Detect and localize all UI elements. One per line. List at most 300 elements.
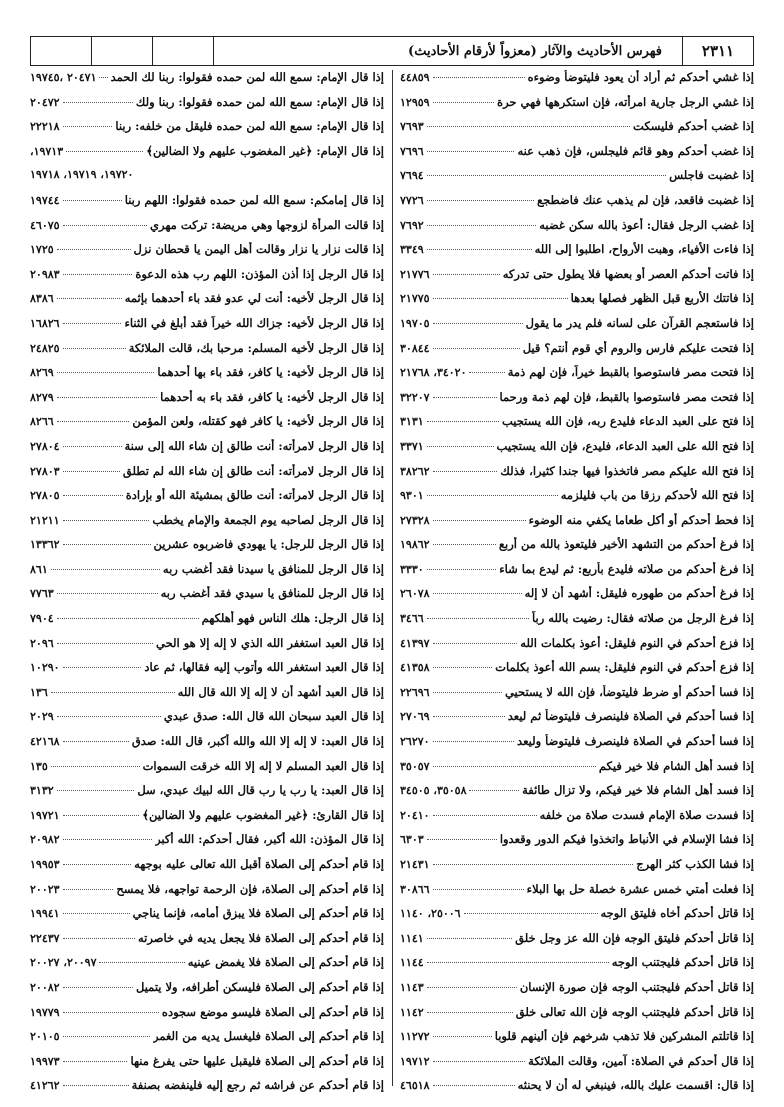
dot-leader [63,544,151,545]
index-entry [400,857,754,882]
entry-reference-number: ٢٦٠٧٨ [400,587,430,601]
entry-text: إذا قال الرجل إذا أذن المؤذن: اللهم رب هذه الدعوة [135,266,384,281]
entry-reference-number: ٧٦٩٣ [400,120,424,134]
dot-leader [427,446,494,447]
dot-leader [433,889,524,890]
entry-reference-number: ١٩٧٢٠، ١٩٧١٩، ١٩٧١٨ [30,168,134,182]
entry-text: إذا قام أحدكم إلى الصلاة فلا يجعل يديه في خاصرته [138,930,384,945]
index-entry [30,414,384,439]
entry-reference-number: ٨٣٨٦ [30,292,54,306]
entry-reference-number: ٣٤٦٦ [400,612,424,626]
entry-text: إذا قال الرجل للمنافق يا سيدي فقد أغضب ربه [160,586,384,601]
entry-text: إذا قام أحدكم إلى الصلاة فليغسل يديه من الغمر [152,1029,384,1044]
index-entry [400,734,754,759]
index-entry [400,636,754,661]
entry-reference-number: ٨٦١ [30,562,48,576]
index-entry [400,537,754,562]
entry-reference-number: ١١٤١ [400,931,424,945]
index-entry [30,488,384,513]
entry-text: إذا فاتتك الأربع قبل الظهر فصلها بعدها [570,291,754,306]
dot-leader [63,225,147,226]
index-entry [400,1029,754,1054]
entry-text: إذا قام أحدكم إلى الصلاة فليقبل عليها حتى يفرغ منها [130,1053,384,1068]
index-entry [30,685,384,710]
entry-reference-number: ٧٦٩٤ [400,169,424,183]
entry-reference-number: ٣٣٤٩ [400,243,424,257]
dot-leader [63,126,113,127]
dot-leader [57,249,131,250]
dot-leader [63,1061,128,1062]
entry-text: إذا فعلت أمتي خمس عشرة خصلة حل بها البلاء [526,881,754,896]
index-entry [30,562,384,587]
dot-leader [433,1061,526,1062]
page-header [30,36,754,66]
dot-leader [63,446,122,447]
entry-reference-number: ٤٤٨٥٩ [400,71,430,84]
index-entry [30,832,384,857]
entry-reference-number: ٨٢٦٩ [30,366,54,380]
entry-reference-number: ٤٦٥١٨ [400,1079,430,1093]
entry-text: إذا فزع أحدكم في النوم فليقل: أعوذ بكلمات الله [520,635,754,650]
index-entry [400,562,754,587]
dot-leader [427,126,630,127]
dot-leader [57,790,135,791]
index-entry [400,931,754,956]
entry-text: إذا فرغ الرجل من صلاته فقال: رضيت بالله رباً [532,611,754,626]
entry-text: إذا قاتلتم المشركين فلا تذهب شرخهم فإن ألينهم قلوبا [494,1029,754,1044]
entry-reference-number: ٣٤٠٢٠، ٢١٧٦٨ [400,366,467,380]
header-cell [31,37,91,65]
dot-leader [63,348,126,349]
dot-leader [433,348,520,349]
entry-reference-number: ٢٧٨٠٤ [30,439,60,453]
entry-text: إذا قال العبد أشهد أن لا إله إلا الله قال الله [177,684,384,699]
entry-reference-number: ٦٣٠٣ [400,833,424,847]
dot-leader [427,151,515,152]
index-entry [30,1078,384,1103]
entry-reference-number: ٢٧٠٦٩ [400,710,430,724]
index-entry [30,955,384,980]
entry-reference-number: ٣٠٨٦٦ [400,882,430,896]
index-columns [30,70,754,1093]
entry-text: إذا قال الرجل للمنافق يا سيدنا فقد أغضب ربه [162,561,384,576]
entry-reference-number: ٢٠٠٨٢ [30,980,60,994]
entry-reference-number: ٣٥٠٥٧ [400,759,430,773]
entry-text: إذا قال: اقسمت عليك بالله، فينبغي له أن لا يحنثه [517,1078,754,1093]
entry-text: إذا فرغ أحدكم من التشهد الأخير فليتعوذ بالله من أربع [498,537,754,552]
dot-leader [469,372,504,373]
entry-text: إذا قام أحدكم إلى الصلاة فليسو موضع سجوده [161,1004,384,1019]
dot-leader [57,421,130,422]
entry-text: إذا فسدت صلاة الإمام فسدت صلاة من خلفه [539,807,754,822]
entry-reference-number: ١٩٧٤٤ [30,193,60,207]
dot-leader [464,913,598,914]
index-entry [400,414,754,439]
dot-leader [427,495,558,496]
dot-leader [427,175,667,176]
entry-reference-number: ١٠٢٩٠ [30,661,60,675]
index-entry [400,759,754,784]
dot-leader [63,938,135,939]
entry-text: إذا قال المؤذن: الله أكبر، فقال أحدكم: الله أكبر [155,832,384,847]
index-entry [400,488,754,513]
entry-text: إذا قال الإمام: سمع الله لمن حمده فقولوا: ربنا ولك [135,94,384,109]
dot-leader [427,249,532,250]
entry-text: إذا غضب أحدكم فليسكت [633,119,754,134]
index-entry [30,316,384,341]
entry-text: إذا فسا أحدكم في الصلاة فلينصرف فليتوضأ ثم ليعد [507,709,754,724]
dot-leader [433,471,498,472]
entry-text: إذا فشا الكذب كثر الهرج [636,857,754,871]
index-entry [400,390,754,415]
index-entry [30,537,384,562]
dot-leader [433,1036,492,1037]
index-entry [30,611,384,636]
entry-text: إذا قال الرجل لأخيه: أنت لي عدو فقد باء أحدهما بإثمه [124,291,384,306]
entry-text: إذا فتحت مصر فاستوصوا بالقبط، فإن لهم ذمة ورحما [499,389,754,404]
index-entry [400,980,754,1005]
dot-leader [427,987,517,988]
entry-text: إذا فتح الله عليكم مصر فاتخذوا فيها جندا كثيرا، فذلك [500,463,754,478]
entry-text: إذا فسد أهل الشام فلا خير فيكم [598,758,754,773]
dot-leader [63,1085,129,1086]
dot-leader [63,889,114,890]
entry-reference-number: ٨٢٦٦ [30,415,54,429]
entry-reference-number: ١٩٧٧٩ [30,1005,60,1019]
entry-reference-number: ٩٣٠١ [400,489,424,503]
entry-text: إذا قال الرجل لأخيه: يا كافر، فقد باء بها أحدهما [157,365,384,380]
index-entry [400,464,754,489]
entry-text: إذا غضب أحدكم وهو قائم فليجلس، فإن ذهب عنه [517,143,754,158]
entry-text: إذا غشي الرجل جارية امرأته، فإن استكرهها فهي حرة [497,94,754,109]
entry-text: إذا غضب الرجل فقال: أعوذ بالله سكن غضبه [539,217,754,232]
entry-reference-number: ٢٧٣٢٨ [400,513,430,527]
entry-text: إذا قام أحدكم إلى الصلاة فلا يغمض عينيه [187,955,384,970]
entry-reference-number: ٣٢٢٠٧ [400,390,430,404]
entry-text: إذا قال إمامكم: سمع الله لمن حمده فقولوا: اللهم ربنا [124,192,384,207]
entry-text: إذا قال الرجل لأخيه: يا كافر، فقد باء به أحدهما [160,389,384,404]
entry-text: إذا قام أحدكم إلى الصلاة أقبل الله تعالى عليه بوجهه [134,857,384,871]
dot-leader [63,1012,159,1013]
entry-text: إذا قال أحدكم في الصلاة: آمين، وقالت الملائكة [528,1053,754,1068]
header-cell [91,37,152,65]
dot-leader [57,298,122,299]
dot-leader [63,274,133,275]
entry-reference-number: ٤١٣٥٨ [400,661,430,675]
index-entry [30,709,384,734]
entry-reference-number: ٧٩٠٤ [30,612,54,626]
entry-reference-number: ١١٤٤ [400,956,424,970]
entry-text: إذا قال الرجل لأخيه المسلم: مرحبا بك، قالت الملائكة [128,340,384,355]
index-entry [400,168,754,193]
index-entry [400,1054,754,1079]
index-entry [30,218,384,243]
index-entry [30,906,384,931]
entry-reference-number: ١٣٣٦٢ [30,538,60,552]
entry-reference-number: ٢٠٠٢٣ [30,882,60,896]
index-entry [400,242,754,267]
entry-reference-number: ٣٣٧١ [400,439,424,453]
entry-reference-number: ٧٧٦٣ [30,587,54,601]
entry-reference-number: ٧٧٢٦ [400,193,424,207]
index-entry [400,193,754,218]
dot-leader [57,643,153,644]
entry-text: إذا قال العبد سبحان الله قال الله: صدق عبدي [163,709,384,724]
entry-reference-number: ٨٢٧٩ [30,390,54,404]
entry-text: إذا قاتل أحدكم أخاه فليتق الوجه [600,906,754,921]
entry-text: إذا قاتل أحدكم فليتق الوجه فإن الله عز وجل خلق [515,930,754,945]
dot-leader [427,618,529,619]
dot-leader [63,913,130,914]
entry-text: إذا فتحت عليكم فارس والروم أي قوم أنتم؟ قيل [522,340,754,355]
entry-reference-number: ٢٠٩٦ [30,636,54,650]
dot-leader [433,397,497,398]
index-entry [30,808,384,833]
entry-text: إذا قال العبد: يا رب يا رب قال الله لبيك عبدي، سل [137,783,384,798]
entry-reference-number: ٢٠٤٧١ ،١٩٧٤٥ [30,71,97,84]
entry-text: إذا فاتت أحدكم العصر أو بعضها فلا يطول حتى تدركه [502,266,754,281]
dot-leader [433,716,505,717]
entry-text: إذا قاتل أحدكم فليجتنب الوجه [611,955,754,970]
index-entry [400,95,754,120]
entry-reference-number: ٢٤٨٢٥ [30,341,60,355]
dot-leader [433,1085,515,1086]
entry-text: إذا فحط أحدكم أو أكل طعاما يكفي منه الوضوء [528,512,754,527]
dot-leader [427,938,512,939]
entry-text: إذا قال الإمام: سمع الله لمن حمده فليقل من خلفه: ربنا [115,119,384,134]
index-entry [400,218,754,243]
entry-reference-number: ١٩٩٥٣ [30,858,60,871]
index-entry [400,70,754,95]
index-entry [400,365,754,390]
entry-text: إذا فتح الله على العبد الدعاء، فليدع، فإن الله يستجيب [496,438,754,453]
index-entry [400,611,754,636]
index-entry [400,955,754,980]
dot-leader [63,520,150,521]
index-entry [30,390,384,415]
header-cell [152,37,213,65]
entry-reference-number: ١٩٩٧٣ [30,1054,60,1068]
index-entry [400,709,754,734]
index-entry [30,980,384,1005]
dot-leader [433,544,496,545]
entry-text: إذا فاستعجم القرآن على لسانه فلم يدر ما يقول [525,315,754,330]
entry-reference-number: ٢٢٢١٨ [30,120,60,134]
index-entry [400,119,754,144]
dot-leader [427,962,609,963]
index-entry [30,857,384,882]
index-entry [30,267,384,292]
entry-text: إذا قال الإمام: سمع الله لمن حمده فقولوا: ربنا لك الحمد [110,70,384,84]
entry-reference-number: ١٦٨٢٦ [30,316,60,330]
entry-text: إذا غضبت فاقعد، فإن لم يذهب عنك فاضطجع [536,192,754,207]
dot-leader [63,839,153,840]
entry-text: إذا قام أحدكم إلى الصلاة، فإن الرحمة تواجهه، فلا يمسح [116,881,384,896]
dot-leader [63,815,140,816]
entry-reference-number: ٢٠٠٩٧، ٢٠٠٢٧ [30,956,97,970]
dot-leader [427,225,537,226]
entry-reference-number: ١١٤٢ [400,1005,424,1019]
entry-text: إذا فتحت مصر فاستوصوا بالقبط خيراً، فإن لهم ذمة [507,365,754,380]
dot-leader [63,987,133,988]
entry-reference-number: ٤١٣٩٧ [400,636,430,650]
entry-reference-number: ٢٠٤٧٢ [30,95,60,109]
entry-reference-number: ١٣٥ [30,759,48,773]
index-entry [400,586,754,611]
index-entry [400,316,754,341]
entry-reference-number: ٢٢٦٩٦ [400,685,430,699]
index-entry [400,832,754,857]
entry-text: إذا فتح الله لأحدكم رزقا من باب فليلزمه [560,488,754,503]
entry-text: إذا قام أحدكم إلى الصلاة فلا يبزق أمامه، فإنما يناجي [132,906,384,921]
dot-leader [433,77,525,78]
dot-leader [433,667,493,668]
dot-leader [63,741,129,742]
entry-text: إذا فتح على العبد الدعاء فليدع ربه، فإن الله يستجيب [502,414,754,429]
entry-text: إذا قال الرجل لصاحبه يوم الجمعة والإمام يخطب [152,512,384,527]
entry-reference-number: ١١٢٧٢ [400,1030,430,1044]
index-entry [30,882,384,907]
dot-leader [63,323,122,324]
page-number: ٢٣١١ [682,37,753,65]
entry-text: إذا قال الإمام: ﴿غير المغضوب عليهم ولا الضالين﴾ [146,143,384,158]
entry-text: إذا قالت المرأة لزوجها وهي مريضة: تركت مهري [150,217,384,232]
dot-leader [66,151,143,152]
dot-leader [433,741,514,742]
entry-reference-number: ٢٠٩٨٣ [30,267,60,281]
entry-reference-number: ٢٦٢٧٠ [400,735,430,749]
dot-leader [51,692,175,693]
index-entry [30,513,384,538]
index-entry [400,1005,754,1030]
index-entry [30,193,384,218]
dot-leader [433,692,502,693]
dot-leader [427,1012,513,1013]
entry-reference-number: ٤١٢٦٢ [30,1079,60,1093]
dot-leader [51,569,160,570]
dot-leader [433,520,526,521]
index-entry [30,341,384,366]
entry-reference-number: ٢١٤٣١ [400,858,430,871]
dot-leader [427,421,499,422]
dot-leader [57,618,199,619]
index-entry [400,808,754,833]
entry-text: إذا فاءت الأفياء، وهبت الأرواح، اطلبوا إلى الله [534,242,754,257]
entry-reference-number: ٢٥٠٠٦، ١١٤٠ [400,907,461,921]
index-entry [30,464,384,489]
entry-reference-number: ١٣٦ [30,685,48,699]
entry-text: إذا قام أحدكم عن فراشه ثم رجع إليه فلينفضه بصنفة [131,1078,384,1093]
entry-reference-number: ١٢٩٥٩ [400,95,430,109]
index-entry [30,1005,384,1030]
entry-text: إذا غضبت فاجلس [669,168,754,183]
index-page [30,36,754,1093]
dot-leader [63,667,142,668]
dot-leader [433,323,523,324]
entry-text: إذا قال العبد: لا إله إلا الله والله أكبر، قال الله: صدق [131,734,384,749]
entry-reference-number: ٤٢١٦٨ [30,735,60,749]
entry-text: إذا قال الرجل لامرأته: أنت طالق إن شاء الله لم تطلق [122,463,384,478]
entry-reference-number: ٢٧٨٠٥ [30,489,60,503]
dot-leader [433,864,634,865]
entry-reference-number: ١٩٧٢١ [30,808,60,822]
dot-leader [51,766,140,767]
entry-reference-number: ٢٠٤١٠ [400,808,430,822]
dot-leader [63,200,122,201]
index-entry [400,685,754,710]
index-entry [400,783,754,808]
entry-text: إذا فسا أحدكم في الصلاة فلينصرف فليتوضأ وليعد [517,734,754,749]
entry-text: إذا قال الرجل: هلك الناس فهو أهلكهم [201,611,384,626]
index-entry [30,242,384,267]
index-entry [30,168,384,193]
index-entry [30,439,384,464]
dot-leader [433,274,500,275]
entry-reference-number: ٣٥٠٥٨، ٣٤٥٠٥ [400,784,467,798]
dot-leader [63,864,132,865]
index-entry [400,144,754,169]
index-entry [400,660,754,685]
dot-leader [433,298,568,299]
entry-reference-number: ٣٣٣٠ [400,562,424,576]
entry-text: إذا قاتل أحدكم فليجتنب الوجه فإن صورة الإنسان [519,979,754,994]
entry-text: إذا فزع أحدكم في النوم فليقل: بسم الله أعوذ بكلمات [495,660,754,675]
index-entry [400,439,754,464]
index-entry [400,291,754,316]
entry-reference-number: ١٧٢٥ [30,243,54,257]
entry-reference-number: ١٩٨٦٢ [400,538,430,552]
entry-reference-number: ١١٤٣ [400,980,424,994]
dot-leader [427,200,534,201]
entry-text: إذا قال العبد استغفر الله وأتوب إليه فقالها، ثم عاد [144,660,384,675]
entry-reference-number: ١٩٧٠٥ [400,316,430,330]
entry-text: إذا قال الرجل لامرأته: أنت طالق بمشيئة الله أو بإرادة [125,488,384,503]
dot-leader [57,372,155,373]
index-entry [30,119,384,144]
entry-text: إذا قال العبد المسلم لا إله إلا الله خرقت السموات [142,758,384,773]
entry-reference-number: ٣١٣٢ [30,784,54,798]
entry-text: إذا قال القارئ: ﴿غير المغضوب عليهم ولا الضالين﴾ [142,807,384,822]
entry-reference-number: ،١٩٧١٣ [30,144,64,158]
index-entry [30,636,384,661]
dot-leader [433,102,495,103]
index-entry [400,513,754,538]
entry-reference-number: ٢١٢١١ [30,513,60,527]
entry-text: إذا غشي أحدكم ثم أراد أن يعود فليتوضأ وضوءه [527,70,754,84]
dot-leader [57,397,157,398]
entry-reference-number: ٢٠٢٩ [30,710,54,724]
index-entry [30,660,384,685]
dot-leader [63,495,123,496]
dot-leader [99,77,107,78]
entry-reference-number: ١٩٧١٢ [400,1054,430,1068]
entry-text: إذا قال الرجل لأخيه: يا كافر فهو كقتله، ولعن المؤمن [132,414,384,429]
entry-text: إذا قاتل أحدكم فليجتنب الوجه فإن الله تعالى خلق [515,1004,754,1019]
dot-leader [433,593,522,594]
index-entry [30,95,384,120]
page-title: فهرس الأحاديث والآثار (معزواً لأرقام الأحاديث) [213,37,682,65]
index-entry [30,1054,384,1079]
entry-text: إذا قال الرجل لامرأته: أنت طالق إن شاء الله إلى سنة [124,438,384,453]
entry-reference-number: ٧٦٩٢ [400,218,424,232]
entry-text: إذا قال الرجل لأخيه: جزاك الله خيراً فقد أبلغ في الثناء [124,315,384,330]
entry-text: إذا فرغ أحدكم من طهوره فليقل: أشهد أن لا إله [524,586,754,601]
dot-leader [433,815,537,816]
dot-leader [63,102,133,103]
entry-text: إذا فشا الإسلام في الأنباط واتخذوا فيكم الدور وقعدوا [499,832,754,847]
index-entry [30,291,384,316]
index-entry [30,783,384,808]
